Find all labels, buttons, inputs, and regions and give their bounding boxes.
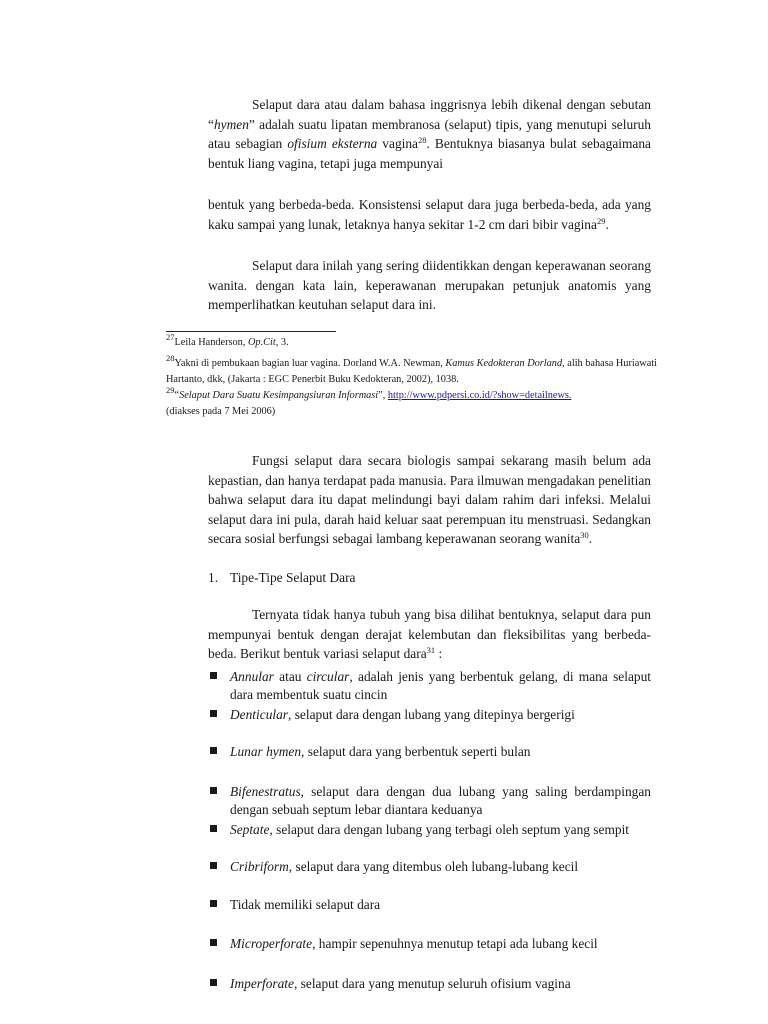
bullet-square-icon: [210, 939, 217, 946]
section-heading: 1. Tipe-Tipe Selaput Dara: [208, 570, 356, 585]
footnote-27: $^{27}$Leila Handerson, Op.Cit, 3.: [166, 332, 289, 348]
list-item-cribriform: Cribriform, selaput dara yang ditembus oleh lubang-lubang kecil: [210, 858, 651, 876]
paragraph-hymen-definition: Selaput dara atau dalam bahasa inggrisnya lebih dikenal dengan sebutan “hymen” adalah suatu lipatan membranosa (selaput) tipis, yang menutupi seluruh atau sebagian ofisium eksterna vagina$^{28}$. Bentuknya biasanya bulat sebagaimana bentuk liang vagina, tetapi juga mempunyai: [208, 97, 651, 171]
footnote-ref-28: 28: [418, 135, 427, 145]
list-item-denticular: Denticular, selaput dara dengan lubang yang ditepinya bergerigi: [210, 706, 651, 724]
paragraph-hymen-function: Fungsi selaput dara secara biologis sampai sekarang masih belum ada kepastian, dan hanya terdapat pada manusia. Para ilmuwan mengadakan penelitian bahwa selaput dara itu dapat melindungi bayi dalam rahim dari infeksi. Melalui selaput dara ini pula, darah haid keluar saat perempuan itu menstruasi. Sedangkan secara sosial berfungsi sebagai lambang keperawanan seorang wanita$^{30}$.: [208, 453, 651, 546]
list-item-septate: Septate, selaput dara dengan lubang yang terbagi oleh septum yang sempit: [210, 821, 651, 839]
footnote-ref-30: 30: [580, 530, 589, 540]
footnote-divider: [166, 331, 336, 332]
bullet-square-icon: [210, 979, 217, 986]
list-item-bifenestratus: Bifenestratus, selaput dara dengan dua lubang yang saling berdampingan dengan sebuah septum lebar diantara keduanya: [210, 783, 651, 819]
footnote-ref-29: 29: [596, 215, 606, 226]
bullet-square-icon: [210, 862, 217, 869]
footnote-ref-31: 31: [426, 645, 436, 655]
paragraph-virginity: Selaput dara inilah yang sering diidentikkan dengan keperawanan seorang wanita. dengan kata lain, keperawanan merupakan petunjuk anatomis yang memperlihatkan keutuhan selaput dara ini.: [208, 258, 651, 312]
footnote-29-link[interactable]: http://www.pdpersi.co.id/?show=detailnews.: [387, 390, 572, 401]
list-item-lunar-hymen: Lunar hymen, selaput dara yang berbentuk seperti bulan: [210, 743, 651, 761]
bullet-square-icon: [210, 825, 217, 832]
bullet-square-icon: [210, 900, 217, 907]
list-item-no-hymen: Tidak memiliki selaput dara: [210, 896, 651, 914]
list-item-annular: Annular atau circular, adalah jenis yang berbentuk gelang, di mana selaput dara membentuk suatu cincin: [210, 668, 651, 704]
bullet-square-icon: [210, 787, 217, 794]
footnote-28: $^{28}$Yakni di pembukaan bagian luar vagina. Dorland W.A. Newman, Kamus Kedokteran Dorland, alih bahasa Huriawati Hartanto, dkk, (Jakarta : EGC Penerbit Buku Kedokteran, 2002), 1038.: [166, 353, 658, 385]
footnote-29: $^{29}$“Selaput Dara Suatu Kesimpangsiuran Informasi”, http://www.pdpersi.co.id/?show=detailnews. (diakses pada 7 Mei 2006): [166, 385, 572, 417]
bullet-square-icon: [210, 747, 217, 754]
list-item-imperforate: Imperforate, selaput dara yang menutup seluruh ofisium vagina: [210, 975, 651, 993]
paragraph-hymen-consistency: bentuk yang berbeda-beda. Konsistensi selaput dara juga berbeda-beda, ada yang kaku sampai yang lunak, letaknya hanya sekitar 1-2 cm dari bibir vagina$^{29}$.: [208, 197, 651, 232]
list-item-microperforate: Microperforate, hampir sepenuhnya menutup tetapi ada lubang kecil: [210, 935, 651, 953]
paragraph-variations-intro: Ternyata tidak hanya tubuh yang bisa dilihat bentuknya, selaput dara pun mempunyai bentuk dengan derajat kelembutan dan fleksibilitas yang berbeda-beda. Berikut bentuk variasi selaput dara$^{31}$ :: [208, 607, 651, 661]
bullet-square-icon: [210, 710, 217, 717]
bullet-square-icon: [210, 672, 217, 679]
